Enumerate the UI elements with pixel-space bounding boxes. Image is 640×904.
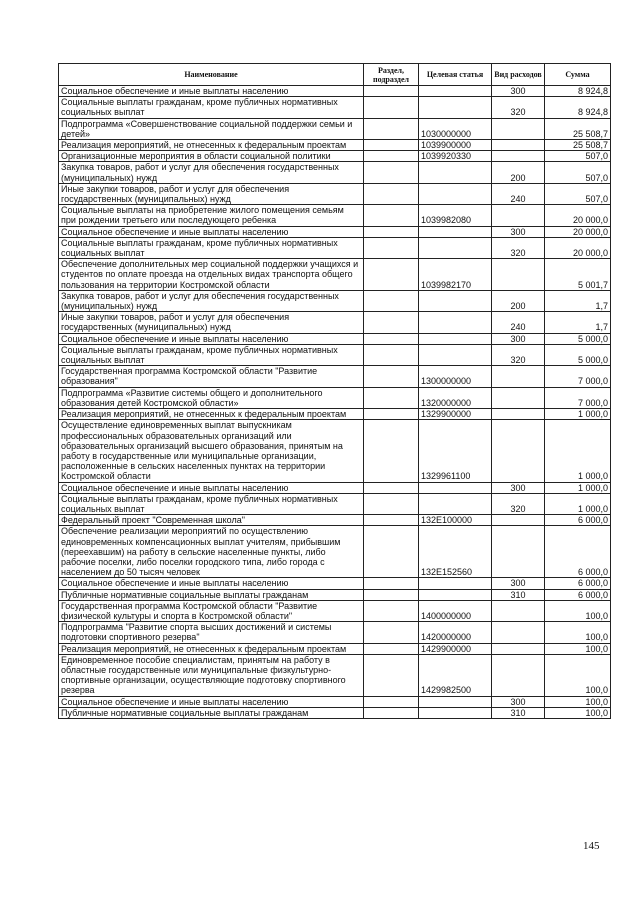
cell-amount: 20 000,0 (545, 237, 611, 258)
cell-amount: 507,0 (545, 151, 611, 162)
table-row (59, 482, 611, 493)
cell-target: 1329900000 (419, 409, 492, 420)
table-row (59, 162, 611, 183)
table-row (59, 600, 611, 621)
cell-expense-type: 300 (492, 86, 545, 97)
cell-name: Реализация мероприятий, не отнесенных к федеральным проектам (59, 140, 364, 151)
cell-expense-type: 300 (492, 482, 545, 493)
cell-expense-type: 300 (492, 226, 545, 237)
table-row (59, 409, 611, 420)
cell-name: Реализация мероприятий, не отнесенных к федеральным проектам (59, 409, 364, 420)
header-target: Целевая статья (419, 64, 492, 86)
cell-amount: 6 000,0 (545, 515, 611, 526)
cell-expense-type (492, 118, 545, 139)
cell-amount: 5 000,0 (545, 333, 611, 344)
cell-section (364, 515, 419, 526)
table-row (59, 643, 611, 654)
cell-target (419, 312, 492, 333)
cell-name: Иные закупки товаров, работ и услуг для обеспечения государственных (муниципальных) нужд (59, 183, 364, 204)
table-row (59, 654, 611, 696)
cell-target (419, 589, 492, 600)
cell-amount: 5 000,0 (545, 344, 611, 365)
cell-expense-type: 320 (492, 97, 545, 118)
header-name: Наименование (59, 64, 364, 86)
cell-amount: 20 000,0 (545, 226, 611, 237)
cell-target (419, 696, 492, 707)
cell-name: Публичные нормативные социальные выплаты гражданам (59, 707, 364, 718)
header-amount: Сумма (545, 64, 611, 86)
cell-expense-type (492, 420, 545, 482)
table-row (59, 333, 611, 344)
cell-name: Социальные выплаты гражданам, кроме публичных нормативных социальных выплат (59, 237, 364, 258)
cell-target (419, 226, 492, 237)
cell-target: 1429982500 (419, 654, 492, 696)
table-row (59, 622, 611, 643)
cell-target (419, 183, 492, 204)
cell-target: 1429900000 (419, 643, 492, 654)
cell-name: Осуществление единовременных выплат выпускникам профессиональных образовательных организаций или образовательных организаций высшего образования, принятым на работу в государственные или муниципальные организации, расположенные в сельских населенных пунктах на территории Костромской области (59, 420, 364, 482)
table-row (59, 312, 611, 333)
cell-expense-type: 300 (492, 578, 545, 589)
cell-section (364, 162, 419, 183)
cell-expense-type (492, 205, 545, 226)
cell-amount: 100,0 (545, 696, 611, 707)
cell-name: Социальные выплаты гражданам, кроме публичных нормативных социальных выплат (59, 344, 364, 365)
cell-target (419, 290, 492, 311)
cell-name: Социальное обеспечение и иные выплаты населению (59, 578, 364, 589)
cell-target: 1329961100 (419, 420, 492, 482)
cell-expense-type (492, 409, 545, 420)
table-row (59, 515, 611, 526)
cell-target (419, 578, 492, 589)
cell-section (364, 654, 419, 696)
cell-expense-type (492, 526, 545, 578)
cell-name: Организационные мероприятия в области социальной политики (59, 151, 364, 162)
cell-expense-type: 200 (492, 162, 545, 183)
cell-name: Обеспечение реализации мероприятий по осуществлению единовременных компенсационных выплат учителям, прибывшим (переехавшим) на работу в сельские населенные пункты, либо рабочие поселки, либо поселки городского типа, либо города с населением до 50 тысяч человек (59, 526, 364, 578)
cell-section (364, 589, 419, 600)
cell-expense-type (492, 643, 545, 654)
cell-amount: 1,7 (545, 290, 611, 311)
cell-name: Иные закупки товаров, работ и услуг для обеспечения государственных (муниципальных) нужд (59, 312, 364, 333)
cell-name: Государственная программа Костромской области "Развитие физической культуры и спорта в Костромской области" (59, 600, 364, 621)
cell-amount: 7 000,0 (545, 387, 611, 408)
cell-target: 1420000000 (419, 622, 492, 643)
cell-name: Единовременное пособие специалистам, принятым на работу в областные государственные или муниципальные физкультурно-спортивные организации, осуществляющие подготовку спортивного резерва (59, 654, 364, 696)
cell-section (364, 387, 419, 408)
cell-section (364, 86, 419, 97)
table-row (59, 237, 611, 258)
cell-expense-type: 310 (492, 589, 545, 600)
header-section: Раздел, подраздел (364, 64, 419, 86)
cell-target: 132E100000 (419, 515, 492, 526)
table-row (59, 578, 611, 589)
cell-target (419, 482, 492, 493)
cell-name: Социальные выплаты гражданам, кроме публичных нормативных социальных выплат (59, 97, 364, 118)
cell-name: Подпрограмма «Развитие системы общего и дополнительного образования детей Костромской области» (59, 387, 364, 408)
cell-expense-type: 320 (492, 237, 545, 258)
cell-section (364, 118, 419, 139)
cell-expense-type: 240 (492, 183, 545, 204)
cell-section (364, 482, 419, 493)
table-row (59, 526, 611, 578)
cell-name: Социальные выплаты гражданам, кроме публичных нормативных социальных выплат (59, 493, 364, 514)
cell-expense-type: 200 (492, 290, 545, 311)
cell-section (364, 183, 419, 204)
cell-section (364, 237, 419, 258)
cell-amount: 25 508,7 (545, 140, 611, 151)
cell-amount: 1 000,0 (545, 420, 611, 482)
cell-expense-type (492, 515, 545, 526)
cell-name: Закупка товаров, работ и услуг для обеспечения государственных (муниципальных) нужд (59, 162, 364, 183)
table-row (59, 707, 611, 718)
cell-expense-type (492, 151, 545, 162)
table-body (59, 86, 611, 719)
cell-section (364, 290, 419, 311)
cell-target (419, 162, 492, 183)
table-row (59, 97, 611, 118)
table-row (59, 366, 611, 387)
cell-section (364, 205, 419, 226)
cell-amount: 100,0 (545, 622, 611, 643)
cell-section (364, 409, 419, 420)
cell-target (419, 86, 492, 97)
cell-section (364, 366, 419, 387)
cell-section (364, 526, 419, 578)
cell-section (364, 259, 419, 291)
cell-section (364, 622, 419, 643)
cell-section (364, 707, 419, 718)
cell-section (364, 420, 419, 482)
cell-section (364, 140, 419, 151)
cell-expense-type (492, 366, 545, 387)
cell-amount: 7 000,0 (545, 366, 611, 387)
cell-section (364, 97, 419, 118)
cell-section (364, 578, 419, 589)
cell-expense-type (492, 259, 545, 291)
table-row (59, 387, 611, 408)
cell-expense-type (492, 600, 545, 621)
cell-name: Социальное обеспечение и иные выплаты населению (59, 696, 364, 707)
cell-name: Подпрограмма «Совершенствование социальной поддержки семьи и детей» (59, 118, 364, 139)
cell-target (419, 493, 492, 514)
cell-amount: 1 000,0 (545, 493, 611, 514)
cell-expense-type (492, 140, 545, 151)
cell-expense-type: 320 (492, 344, 545, 365)
cell-target: 1039920330 (419, 151, 492, 162)
cell-amount: 8 924,8 (545, 97, 611, 118)
cell-amount: 100,0 (545, 643, 611, 654)
cell-amount: 1 000,0 (545, 482, 611, 493)
cell-name: Социальное обеспечение и иные выплаты населению (59, 226, 364, 237)
table-row (59, 205, 611, 226)
table-row (59, 140, 611, 151)
table-row (59, 151, 611, 162)
cell-expense-type: 300 (492, 696, 545, 707)
cell-name: Федеральный проект "Современная школа" (59, 515, 364, 526)
table-row (59, 259, 611, 291)
cell-target: 1039982170 (419, 259, 492, 291)
page-number: 145 (583, 840, 600, 852)
cell-name: Государственная программа Костромской области "Развитие образования" (59, 366, 364, 387)
budget-table (58, 63, 611, 719)
cell-amount: 100,0 (545, 600, 611, 621)
table-row (59, 118, 611, 139)
cell-section (364, 600, 419, 621)
cell-target: 1030000000 (419, 118, 492, 139)
cell-expense-type: 240 (492, 312, 545, 333)
cell-name: Социальное обеспечение и иные выплаты населению (59, 482, 364, 493)
cell-target (419, 344, 492, 365)
table-row (59, 290, 611, 311)
cell-target: 1320000000 (419, 387, 492, 408)
cell-amount: 100,0 (545, 707, 611, 718)
cell-target: 1039982080 (419, 205, 492, 226)
cell-section (364, 696, 419, 707)
table-row (59, 696, 611, 707)
cell-target (419, 97, 492, 118)
cell-target (419, 237, 492, 258)
cell-expense-type (492, 654, 545, 696)
cell-name: Социальное обеспечение и иные выплаты населению (59, 86, 364, 97)
cell-target: 1300000000 (419, 366, 492, 387)
table-row (59, 493, 611, 514)
cell-amount: 5 001,7 (545, 259, 611, 291)
cell-section (364, 344, 419, 365)
cell-target: 132E152560 (419, 526, 492, 578)
table-row (59, 344, 611, 365)
cell-amount: 6 000,0 (545, 526, 611, 578)
cell-target: 1400000000 (419, 600, 492, 621)
cell-amount: 507,0 (545, 183, 611, 204)
cell-name: Закупка товаров, работ и услуг для обеспечения государственных (муниципальных) нужд (59, 290, 364, 311)
cell-amount: 1,7 (545, 312, 611, 333)
cell-expense-type (492, 387, 545, 408)
cell-amount: 100,0 (545, 654, 611, 696)
cell-expense-type (492, 622, 545, 643)
cell-amount: 20 000,0 (545, 205, 611, 226)
cell-section (364, 151, 419, 162)
cell-amount: 1 000,0 (545, 409, 611, 420)
cell-section (364, 643, 419, 654)
cell-target: 1039900000 (419, 140, 492, 151)
table-row (59, 589, 611, 600)
table-header-row (59, 64, 611, 86)
cell-section (364, 333, 419, 344)
table-row (59, 420, 611, 482)
cell-section (364, 312, 419, 333)
cell-name: Публичные нормативные социальные выплаты гражданам (59, 589, 364, 600)
cell-section (364, 493, 419, 514)
table-row (59, 86, 611, 97)
table-row (59, 183, 611, 204)
cell-name: Реализация мероприятий, не отнесенных к федеральным проектам (59, 643, 364, 654)
cell-expense-type: 310 (492, 707, 545, 718)
cell-amount: 8 924,8 (545, 86, 611, 97)
cell-expense-type: 320 (492, 493, 545, 514)
table-row (59, 226, 611, 237)
cell-name: Подпрограмма "Развитие спорта высших достижений и системы подготовки спортивного резерва" (59, 622, 364, 643)
cell-amount: 6 000,0 (545, 578, 611, 589)
cell-name: Социальное обеспечение и иные выплаты населению (59, 333, 364, 344)
header-expense-type: Вид расходов (492, 64, 545, 86)
cell-expense-type: 300 (492, 333, 545, 344)
cell-name: Социальные выплаты на приобретение жилого помещения семьям при рождении третьего или последующего ребенка (59, 205, 364, 226)
cell-amount: 6 000,0 (545, 589, 611, 600)
cell-target (419, 707, 492, 718)
cell-amount: 25 508,7 (545, 118, 611, 139)
cell-section (364, 226, 419, 237)
cell-amount: 507,0 (545, 162, 611, 183)
cell-name: Обеспечение дополнительных мер социальной поддержки учащихся и студентов по оплате проезда на отдельных видах транспорта общего пользования на территории Костромской области (59, 259, 364, 291)
cell-target (419, 333, 492, 344)
